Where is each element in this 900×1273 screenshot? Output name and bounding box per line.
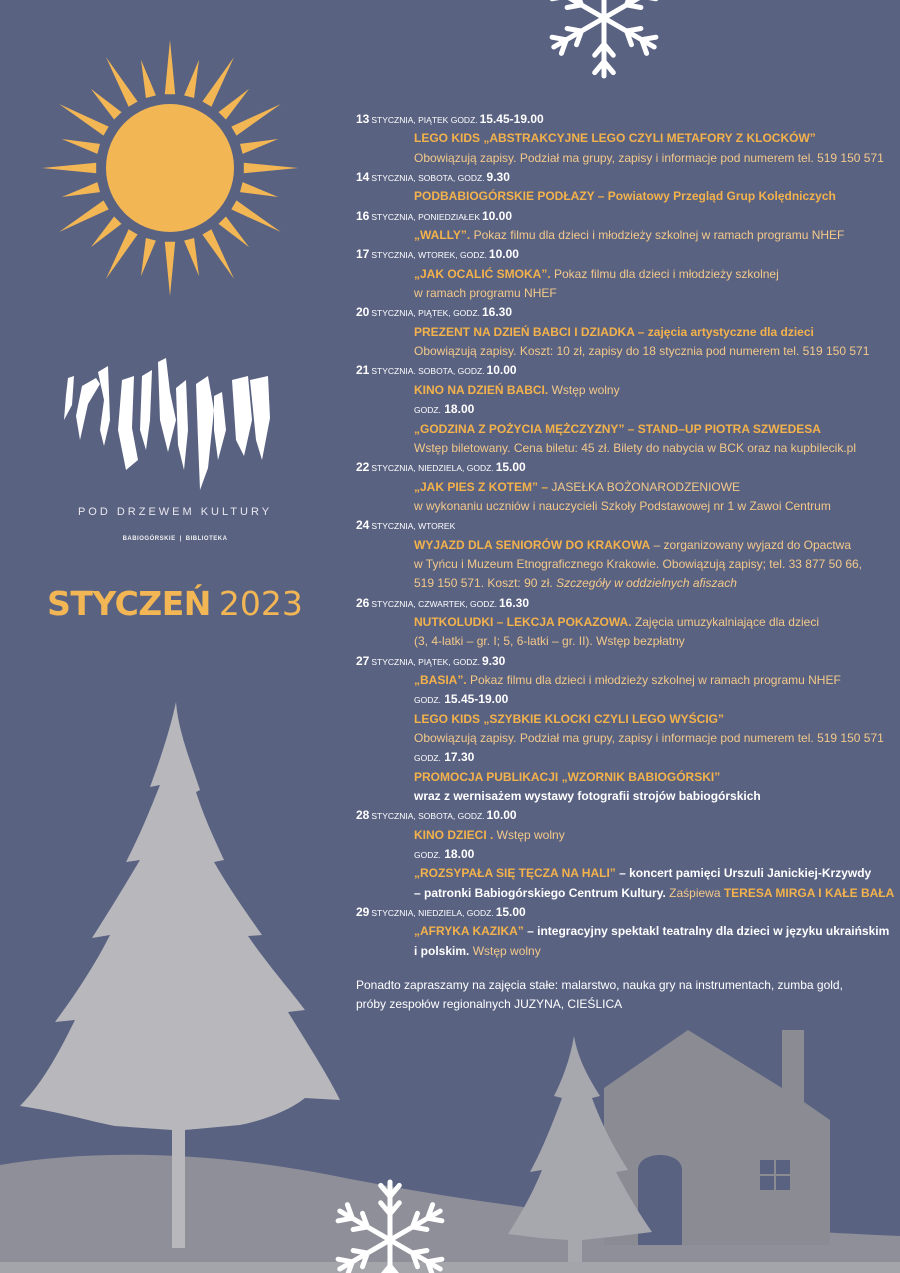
sun-ray bbox=[231, 104, 281, 136]
event-detail: JASEŁKA BOŻONARODZENIOWE bbox=[551, 479, 741, 494]
event-day: 27 bbox=[356, 653, 370, 668]
event-text-line bbox=[356, 342, 896, 361]
footer-line-2: próby zespołów regionalnych JUZYNA, CIEŚLICA bbox=[356, 997, 623, 1011]
event-title: PROMOCJA PUBLIKACJI „WZORNIK BABIOGÓRSKI” bbox=[414, 769, 721, 784]
sun-ray bbox=[165, 242, 175, 296]
sun-ray bbox=[106, 229, 138, 279]
month-title bbox=[40, 582, 310, 626]
event-text-line bbox=[356, 187, 896, 206]
event-meta: STYCZNIA, NIEDZIELA, GODZ. bbox=[371, 908, 494, 919]
event-meta: STYCZNIA, PIĄTEK, GODZ. bbox=[371, 656, 480, 667]
event-meta: STYCZNIA, SOBOTA, GODZ. bbox=[371, 173, 485, 184]
sun-ray bbox=[219, 89, 250, 120]
event-title: WYJAZD DLA SENIORÓW DO KRAKOWA bbox=[414, 537, 651, 552]
event-detail: w wykonaniu uczniów i nauczycieli Szkoły Podstawowej nr 1 w Zawoi Centrum bbox=[414, 498, 831, 513]
snowflake-icon bbox=[552, 0, 656, 76]
sun-ray bbox=[202, 229, 234, 279]
sun-ray bbox=[165, 40, 175, 94]
sun-ray bbox=[202, 57, 234, 107]
time-label: GODZ. bbox=[414, 753, 441, 764]
sun-ray bbox=[106, 57, 138, 107]
event-detail: Pokaz filmu dla dzieci i młodzieży szkolnej bbox=[550, 266, 779, 281]
sun-ray bbox=[59, 200, 109, 232]
event-text-line bbox=[356, 768, 896, 787]
event-day: 14 bbox=[356, 170, 370, 185]
sun-ray bbox=[184, 238, 199, 276]
event-time: 10.00 bbox=[488, 247, 519, 262]
event-text-line bbox=[356, 478, 896, 497]
event-detail: (3, 4-latki – gr. I; 5, 6-latki – gr. II). Wstęp bezpłatny bbox=[414, 634, 685, 649]
event-day: 29 bbox=[356, 905, 370, 920]
event-text-line bbox=[356, 613, 896, 632]
event-day: 22 bbox=[356, 460, 370, 475]
event-text-line bbox=[356, 536, 896, 555]
event-day: 17 bbox=[356, 247, 370, 262]
event-date-line bbox=[356, 245, 896, 264]
event-detail: Obowiązują zapisy. Podział ma grupy, zapisy i informacje pod numerem tel. 519 150 571 bbox=[414, 150, 884, 165]
event-detail: w ramach programu NHEF bbox=[414, 286, 557, 301]
month-year: 2023 bbox=[218, 584, 303, 623]
event-detail: Wstęp wolny bbox=[548, 382, 620, 397]
event-text-line bbox=[356, 226, 896, 245]
sun-ray bbox=[231, 200, 281, 232]
event-date-line bbox=[356, 458, 896, 477]
sun-ray bbox=[244, 163, 298, 173]
event-meta: STYCZNIA, PIĄTEK, GODZ. bbox=[371, 308, 480, 319]
logo-icon bbox=[64, 358, 270, 490]
event-detail: 519 150 571. Koszt: 90 zł. bbox=[414, 576, 557, 591]
event-title: „BASIA”. bbox=[414, 672, 467, 687]
event-date-line bbox=[356, 207, 896, 226]
event-text-line bbox=[356, 323, 896, 342]
event-day: 28 bbox=[356, 808, 370, 823]
footer-note bbox=[356, 976, 876, 1014]
event-time: 16.30 bbox=[481, 305, 513, 320]
event-detail: Wstęp wolny bbox=[493, 827, 565, 842]
sun-ray bbox=[219, 217, 250, 248]
event-text-line bbox=[356, 265, 896, 284]
event-detail: – patronki Babiogórskiego Centrum Kultury. bbox=[414, 885, 670, 900]
sun-icon bbox=[42, 40, 298, 296]
event-detail: Wstęp wolny bbox=[472, 943, 541, 958]
sun-ray bbox=[42, 163, 96, 173]
event-day: 13 bbox=[356, 112, 370, 126]
event-text-line bbox=[356, 864, 896, 883]
event-text-line bbox=[356, 710, 896, 729]
event-extra-time bbox=[356, 400, 896, 419]
event-time: 10.00 bbox=[486, 808, 517, 823]
event-date-line bbox=[356, 594, 896, 613]
event-day: 20 bbox=[356, 305, 370, 320]
partner-logos: BABIOGÓRSKIE | BIBLIOTEKA bbox=[122, 536, 228, 542]
time-value: 17.30 bbox=[440, 750, 475, 765]
event-time: 15.45-19.00 bbox=[479, 112, 544, 126]
event-title: NUTKOLUDKI – LEKCJA POKAZOWA. bbox=[414, 614, 632, 629]
event-meta: STYCZNIA, CZWARTEK, GODZ. bbox=[371, 598, 497, 609]
sun-ray bbox=[240, 139, 278, 154]
event-text-line bbox=[356, 129, 896, 148]
event-title: KINO NA DZIEŃ BABCI. bbox=[414, 382, 549, 397]
snowflake-arm bbox=[353, 1227, 367, 1230]
event-time: 15.00 bbox=[495, 905, 526, 920]
event-title: „JAK OCALIĆ SMOKA”. bbox=[414, 266, 551, 281]
sun-ray bbox=[141, 60, 156, 98]
event-title: PREZENT NA DZIEŃ BABCI I DZIADKA – zajęcia artystyczne dla dzieci bbox=[414, 324, 814, 339]
time-label: GODZ. bbox=[414, 405, 441, 416]
event-day: 26 bbox=[356, 595, 370, 610]
event-extra-time bbox=[356, 690, 896, 709]
event-title: „JAK PIES Z KOTEM” – bbox=[414, 479, 552, 494]
event-text-line bbox=[356, 942, 896, 961]
sun-ray bbox=[91, 89, 122, 120]
event-date-line bbox=[356, 516, 896, 535]
event-title: „GODZINA Z POŻYCIA MĘŻCZYZNY” – STAND–UP PIOTRA SZWEDESA bbox=[414, 421, 821, 436]
event-meta: STYCZNIA, PONIEDZIAŁEK bbox=[371, 211, 480, 222]
event-day: 21 bbox=[356, 363, 370, 378]
event-detail: Pokaz filmu dla dzieci i młodzieży szkolnej w ramach programu NHEF bbox=[466, 672, 841, 687]
event-time: 10.00 bbox=[486, 363, 517, 378]
event-detail: Zaśpiewa bbox=[669, 885, 724, 900]
event-text-line bbox=[356, 284, 896, 303]
event-meta: STYCZNIA, NIEDZIELA, GODZ. bbox=[371, 463, 494, 474]
event-day: 16 bbox=[356, 208, 370, 223]
event-day: 24 bbox=[356, 518, 370, 533]
event-text-line bbox=[356, 497, 896, 516]
event-extra-time bbox=[356, 845, 896, 864]
event-text-line bbox=[356, 420, 896, 439]
sun-ray bbox=[91, 217, 122, 248]
time-label: GODZ. bbox=[414, 695, 441, 706]
sun-ray bbox=[62, 139, 100, 154]
event-detail: – integracyjny spektakl teatralny dla dzieci w języku ukraińskim bbox=[523, 924, 890, 939]
event-title: „AFRYKA KAZIKA” bbox=[414, 924, 524, 939]
event-time: 9.30 bbox=[481, 653, 506, 668]
event-title: LEGO KIDS „ABSTRAKCYJNE LEGO CZYLI METAFORY Z KLOCKÓW” bbox=[414, 131, 816, 146]
event-text-line bbox=[356, 922, 896, 941]
event-title: KINO DZIECI . bbox=[414, 827, 494, 842]
event-detail: Obowiązują zapisy. Koszt: 10 zł, zapisy do 18 stycznia pod numerem tel. 519 150 571 bbox=[414, 344, 870, 359]
org-name: POD DRZEWEM KULTURY bbox=[77, 506, 273, 518]
event-date-line bbox=[356, 903, 896, 922]
event-time: 15.00 bbox=[495, 460, 526, 475]
partner-left: BABIOGÓRSKIE bbox=[122, 536, 176, 542]
event-detail: – koncert pamięci Urszuli Janickiej-Krzywdy bbox=[615, 866, 872, 881]
event-text-line bbox=[356, 671, 896, 690]
event-text-line bbox=[356, 826, 896, 845]
snowflake-arm bbox=[338, 1218, 352, 1221]
snowflake-arm bbox=[627, 29, 641, 32]
event-date-line bbox=[356, 361, 896, 380]
event-extra-time bbox=[356, 748, 896, 767]
snowflake-arm bbox=[413, 1251, 427, 1254]
event-time: 10.00 bbox=[482, 208, 513, 223]
event-title: „ROZSYPAŁA SIĘ TĘCZA NA HALI” bbox=[414, 866, 616, 881]
footer-line-1: Ponadto zapraszamy na zajęcia stałe: malarstwo, nauka gry na instrumentach, zumba gold, bbox=[356, 978, 843, 992]
snowflake-arm bbox=[567, 5, 581, 8]
event-meta: STYCZNIA, SOBOTA, GODZ. bbox=[371, 811, 485, 822]
snowflake-arm bbox=[428, 1259, 442, 1262]
time-value: 15.45-19.00 bbox=[440, 692, 509, 707]
event-detail: – zorganizowany wyjazd do Opactwa bbox=[650, 537, 851, 552]
event-detail: w Tyńcu i Muzeum Etnograficznego Krakowie. Obowiązują zapisy; tel. 33 877 50 66, bbox=[414, 556, 863, 571]
event-text-line bbox=[356, 439, 896, 458]
partner-right: BIBLIOTEKA bbox=[185, 536, 228, 542]
month-name: STYCZEŃ bbox=[47, 584, 211, 623]
event-date-line bbox=[356, 303, 896, 322]
sun-ray bbox=[240, 182, 278, 197]
event-title: PODBABIOGÓRSKIE PODŁAZY – Powiatowy Przegląd Grup Kolędniczych bbox=[414, 189, 836, 204]
event-title: TERESA MIRGA I KAŁE BAŁA bbox=[723, 885, 895, 900]
event-detail: Obowiązują zapisy. Podział ma grupy, zapisy i informacje pod numerem tel. 519 150 571 bbox=[414, 731, 884, 745]
time-value: 18.00 bbox=[440, 847, 475, 862]
event-detail: i polskim. bbox=[414, 943, 473, 958]
event-text-line bbox=[356, 149, 896, 168]
sun-ray bbox=[62, 182, 100, 197]
event-detail: Wstęp biletowany. Cena biletu: 45 zł. Bilety do nabycia w BCK oraz na kupbilecik.pl bbox=[414, 440, 857, 455]
event-title: LEGO KIDS „SZYBKIE KLOCKI CZYLI LEGO WYŚCIG” bbox=[414, 711, 725, 726]
event-date-line bbox=[356, 652, 896, 671]
event-date-line bbox=[356, 168, 896, 187]
snowflake-arm bbox=[642, 37, 656, 40]
event-text-line bbox=[356, 787, 896, 806]
event-detail: Pokaz filmu dla dzieci i młodzieży szkolnej w ramach programu NHEF bbox=[470, 228, 845, 243]
event-meta: STYCZNIA, WTOREK bbox=[371, 521, 456, 532]
event-text-line bbox=[356, 574, 896, 593]
event-meta: STYCZNIA, PIĄTEK GODZ. bbox=[371, 115, 478, 125]
sun-ray bbox=[59, 104, 109, 136]
event-time: 16.30 bbox=[498, 595, 530, 610]
event-time: 9.30 bbox=[486, 170, 510, 185]
event-detail: Zajęcia umuzykalniające dla dzieci bbox=[631, 614, 819, 629]
event-schedule bbox=[356, 110, 896, 961]
event-text-line bbox=[356, 884, 896, 903]
ground-strip bbox=[0, 1262, 900, 1273]
event-date-line bbox=[356, 110, 896, 129]
event-meta: STYCZNIA. SOBOTA, GODZ. bbox=[371, 366, 485, 377]
event-text-line bbox=[356, 632, 896, 651]
event-detail: wraz z wernisażem wystawy fotografii strojów babiogórskich bbox=[414, 789, 761, 804]
sun-ray bbox=[184, 60, 199, 98]
event-detail: Szczegóły w oddzielnych afiszach bbox=[556, 576, 737, 591]
event-date-line bbox=[356, 806, 896, 825]
event-text-line bbox=[356, 729, 896, 748]
event-meta: STYCZNIA, WTOREK, GODZ. bbox=[371, 250, 487, 261]
time-value: 18.00 bbox=[440, 402, 475, 417]
event-text-line bbox=[356, 555, 896, 574]
time-label: GODZ. bbox=[414, 850, 441, 861]
event-text-line bbox=[356, 381, 896, 400]
event-title: „WALLY”. bbox=[414, 228, 471, 243]
sun-ray bbox=[141, 238, 156, 276]
